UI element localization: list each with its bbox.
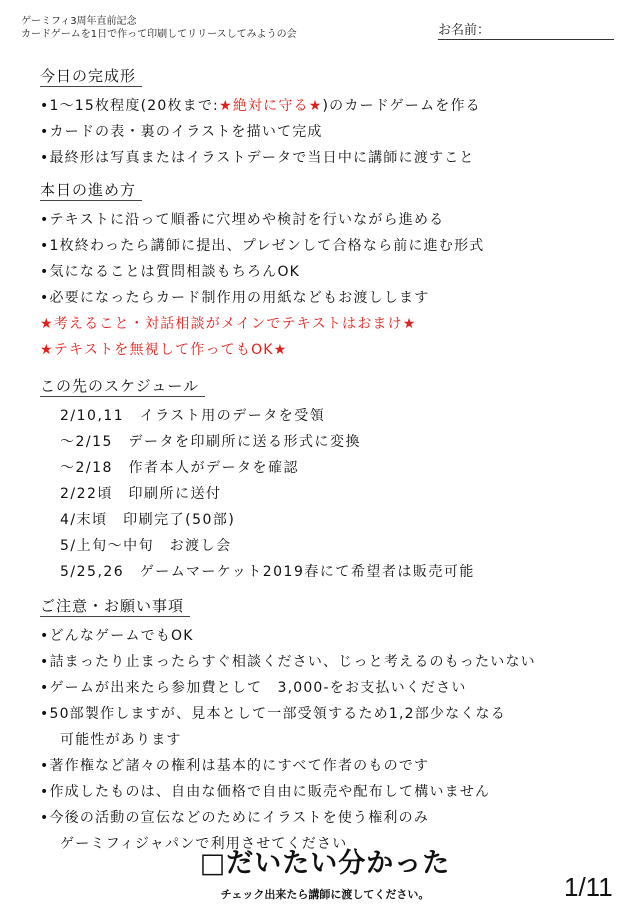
list-item: •ゲームが出来たら参加費として 3,000-をお支払いください xyxy=(40,680,467,696)
name-input-line[interactable] xyxy=(438,39,614,40)
list-item: •作成したものは、自由な価格で自由に販売や配布して構いません xyxy=(40,784,491,800)
event-title: ゲーミフィ3周年直前記念 xyxy=(21,16,137,27)
list-item: •テキストに沿って順番に穴埋めや検討を行いながら進める xyxy=(40,212,445,228)
list-item: •50部製作しますが、見本として一部受領するため1,2部少なくなる xyxy=(40,706,506,722)
confirm-checkbox-label[interactable]: □だいたい分かった xyxy=(199,848,451,879)
section-title-goal: 今日の完成形 xyxy=(40,67,142,87)
schedule-item: 〜2/18 作者本人がデータを確認 xyxy=(60,460,299,476)
confirm-instruction: チェック出来たら講師に渡してください。 xyxy=(220,888,430,901)
section-title-notes: ご注意・お願い事項 xyxy=(40,597,190,617)
schedule-item: 5/上旬〜中旬 お渡し会 xyxy=(60,538,232,554)
list-item: •最終形は写真またはイラストデータで当日中に講師に渡すこと xyxy=(40,150,475,166)
schedule-item: 2/22頃 印刷所に送付 xyxy=(60,486,222,502)
list-item: •1〜15枚程度(20枚まで:★絶対に守る★)のカードゲームを作る xyxy=(40,98,481,114)
emphasis-text: ★絶対に守る★ xyxy=(218,98,323,114)
list-item-continuation: 可能性があります xyxy=(60,732,182,748)
name-label: お名前： xyxy=(438,23,491,38)
list-item: •カードの表・裏のイラストを描いて完成 xyxy=(40,124,323,140)
list-item-continuation: ゲーミフィジャパンで利用させてください xyxy=(60,836,348,852)
section-title-schedule: この先のスケジュール xyxy=(40,377,205,397)
schedule-item: 5/25,26 ゲームマーケット2019春にて希望者は販売可能 xyxy=(60,564,475,580)
section-notes xyxy=(40,596,620,857)
schedule-item: 〜2/15 データを印刷所に送る形式に変換 xyxy=(60,434,361,450)
section-title-flow: 本日の進め方 xyxy=(40,181,142,201)
list-item-emphasis: ★考えること・対話相談がメインでテキストはおまけ★ xyxy=(40,316,417,332)
list-item-emphasis: ★テキストを無視して作ってもOK★ xyxy=(40,342,288,358)
schedule-item: 2/10,11 イラスト用のデータを受領 xyxy=(60,408,326,424)
confirm-checkbox-area[interactable] xyxy=(180,846,470,902)
schedule-item: 4/末頃 印刷完了(50部) xyxy=(60,512,236,528)
event-header xyxy=(21,15,297,41)
page-indicator: 1/11 xyxy=(564,872,613,902)
list-item: •著作権など諸々の権利は基本的にすべて作者のものです xyxy=(40,758,430,774)
list-item: •気になることは質問相談もちろんOK xyxy=(40,264,301,280)
list-item: •詰まったり止まったらすぐ相談ください、じっと考えるのもったいない xyxy=(40,654,536,670)
section-schedule xyxy=(40,376,620,585)
list-item: •1枚終わったら講師に提出、プレゼンして合格なら前に進む形式 xyxy=(40,238,485,254)
list-item: •必要になったらカード制作用の用紙などもお渡しします xyxy=(40,290,430,306)
section-goal xyxy=(40,66,620,171)
event-subtitle: カードゲームを1日で作って印刷してリリースしてみようの会 xyxy=(21,29,297,40)
section-flow xyxy=(40,180,620,363)
list-item: •今後の活動の宣伝などのためにイラストを使う権利のみ xyxy=(40,810,430,826)
list-item: •どんなゲームでもOK xyxy=(40,628,194,644)
